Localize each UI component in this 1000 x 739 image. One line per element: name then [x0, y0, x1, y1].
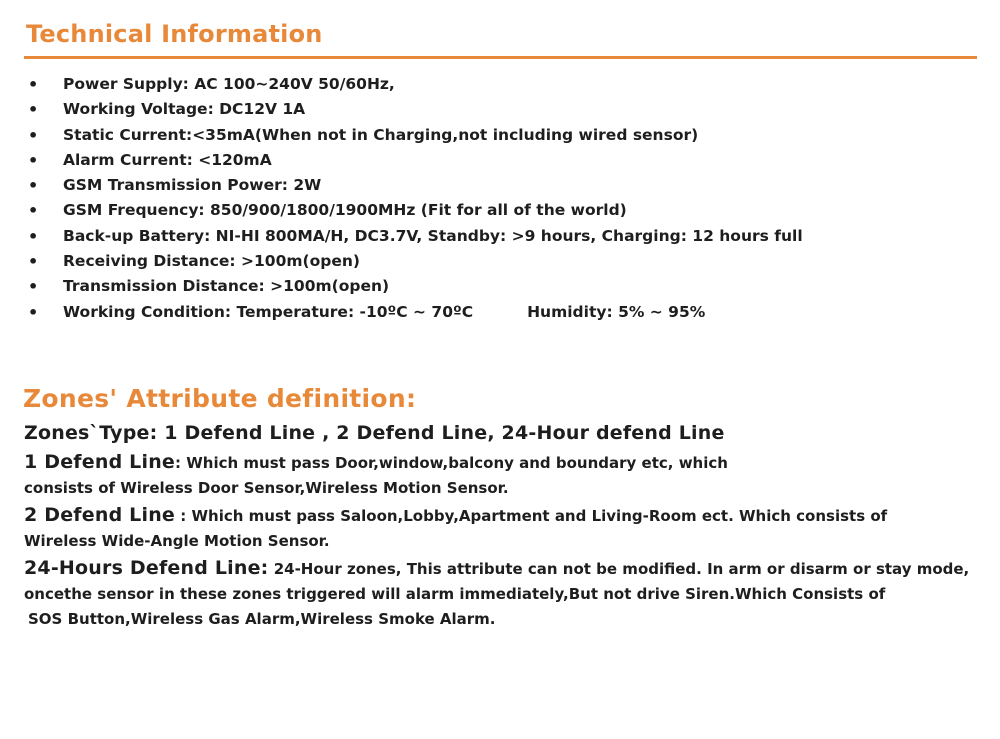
spec-text: Static Current:<35mA(When not in Charging,not including wired sensor) — [63, 125, 699, 144]
spec-text: Working Condition: Temperature: -10ºC ~ 70ºC Humidity: 5% ~ 95% — [63, 302, 706, 321]
spec-text: Receiving Distance: >100m(open) — [63, 252, 360, 271]
bullet-icon: • — [28, 150, 39, 170]
defend-line-2-heading: 2 Defend Line — [24, 504, 176, 526]
spec-text: GSM Frequency: 850/900/1800/1900MHz (Fit for all of the world) — [63, 201, 627, 220]
defend-line-24-continuation-2: SOS Button,Wireless Gas Alarm,Wireless Smoke Alarm. — [28, 610, 496, 628]
defend-line-24 — [24, 554, 999, 582]
spec-text: Working Voltage: DC12V 1A — [63, 100, 306, 119]
spec-text: GSM Transmission Power: 2W — [63, 176, 322, 195]
spec-text: Back-up Battery: NI-HI 800MA/H, DC3.7V, Standby: >9 hours, Charging: 12 hours full — [63, 226, 803, 245]
defend-line-2-continuation: Wireless Wide-Angle Motion Sensor. — [24, 532, 330, 550]
bullet-icon: • — [28, 201, 39, 221]
bullet-icon: • — [28, 100, 39, 120]
defend-line-1-heading: 1 Defend Line — [24, 451, 176, 473]
defend-line-24-heading: 24-Hours Defend Line: — [24, 557, 269, 579]
defend-line-1-description: : Which must pass Door,window,balcony and boundary etc, which — [175, 454, 728, 472]
defend-line-1-continuation: consists of Wireless Door Sensor,Wireless Motion Sensor. — [24, 479, 509, 497]
bullet-icon: • — [28, 75, 39, 94]
spec-text: Transmission Distance: >100m(open) — [63, 277, 390, 296]
bullet-icon: • — [28, 277, 39, 297]
technical-information-title: Technical Information — [26, 20, 323, 48]
zones-type-line: Zones`Type: 1 Defend Line , 2 Defend Line, 24-Hour defend Line — [24, 422, 725, 444]
defend-line-24-description: 24-Hour zones, This attribute can not be modified. In arm or disarm or stay mode, — [268, 560, 970, 578]
zones-definition-body — [24, 418, 999, 632]
zones-attribute-title: Zones' Attribute definition: — [23, 384, 417, 413]
spec-text: Alarm Current: <120mA — [63, 150, 272, 169]
bullet-icon: • — [28, 302, 39, 322]
defend-line-1 — [24, 448, 999, 476]
bullet-icon: • — [28, 252, 39, 272]
defend-line-2-description: : Which must pass Saloon,Lobby,Apartment and Living-Room ect. Which consists of — [175, 507, 888, 525]
spec-text: Power Supply: AC 100~240V 50/60Hz, — [63, 75, 395, 93]
title-divider — [24, 56, 977, 59]
bullet-icon: • — [28, 125, 39, 145]
bullet-icon: • — [28, 226, 39, 246]
bullet-icon: • — [28, 176, 39, 196]
defend-line-24-continuation: oncethe sensor in these zones triggered will alarm immediately,But not drive Siren.Which Consists of — [24, 585, 886, 603]
defend-line-2 — [24, 501, 999, 529]
